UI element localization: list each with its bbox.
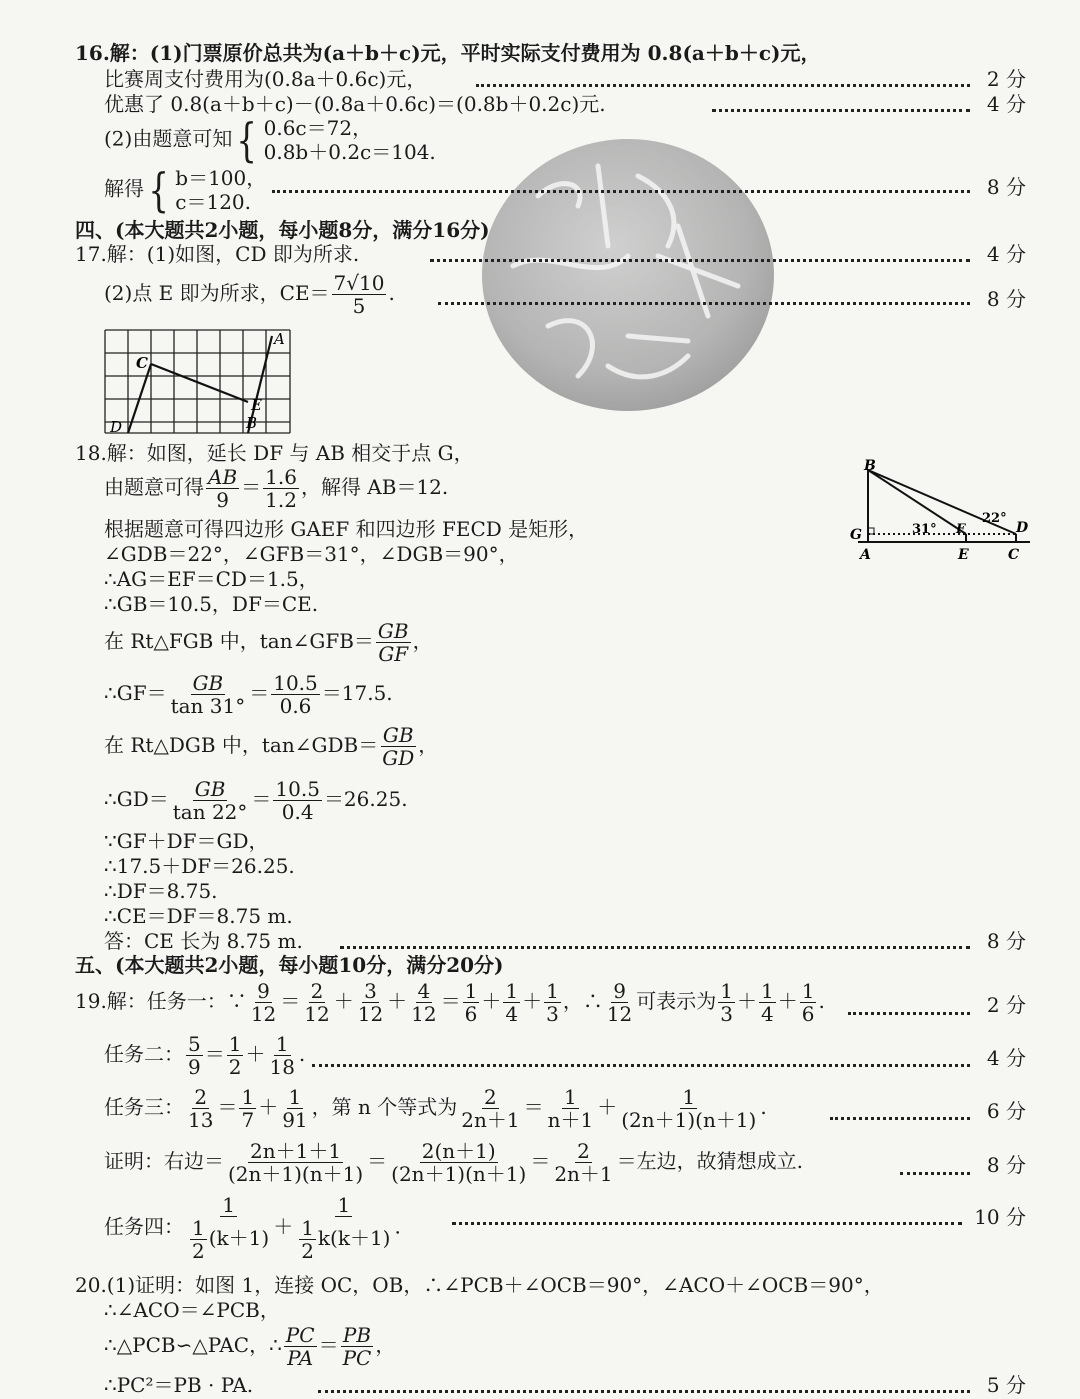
tri-label-d: D [1016,520,1029,536]
dot-leader [452,1222,962,1225]
dot-leader [318,1390,970,1393]
q16-line3: 优惠了 0.8(a＋b＋c)－(0.8a＋0.6c)＝(0.8b＋0.2c)元. [104,92,606,116]
score-17b: 8 分 [986,287,1026,311]
q20-line1: 20.(1)证明：如图 1，连接 OC，OB，∴∠PCB＋∠OCB＝90°，∠ACO＋∠OCB＝90°， [75,1273,884,1297]
tri-angle-31: 31° [912,522,937,537]
grid-label-c: C [136,354,148,372]
q17-line2: (2)点 E 即为所求，CE＝ $\frac{7√10}{5}$ . [104,271,395,318]
q18-line9: 在 Rt△DGB 中，tan∠GDB＝ $\frac{GB}{GD}$ ， [104,723,439,770]
triangle-figure [848,456,1038,566]
q18-line2: 由题意可得 $\frac{AB}{9}$ ＝ $\frac{1.6}{1.2}$ ，解得 AB＝12. [104,465,449,512]
q16-line2: 比赛周支付费用为(0.8a＋0.6c)元， [104,67,427,91]
tri-label-a: A [860,547,871,563]
tri-label-b: B [864,458,876,474]
tri-label-e: E [958,547,969,563]
dot-leader [476,84,970,87]
score-16a: 2 分 [986,67,1026,91]
q18-line14: ∴CE＝DF＝8.75 m. [104,904,293,928]
dot-leader [830,1117,970,1120]
q18-line7: 在 Rt△FGB 中，tan∠GFB＝ $\frac{GB}{GF}$ ， [104,619,433,666]
q19-task4: 任务四： 1 $\frac{1}{2}$ (k＋1) ＋ 1 $\frac{1}{2}$ k(k＋1) . [104,1193,401,1263]
score-19a: 2 分 [986,993,1026,1017]
section-4-heading: 四、(本大题共2小题，每小题8分，满分16分) [75,218,490,242]
q18-line5: ∴AG＝EF＝CD＝1.5， [104,567,319,591]
watermark-seal [478,136,778,414]
grid-label-d: D [110,418,123,436]
score-19d: 8 分 [986,1153,1026,1177]
q18-line11: ∵GF＋DF＝GD， [104,829,269,853]
dot-leader [430,259,970,262]
q19-proof: 证明：右边＝ $\frac{2n+1+1}{(2n+1)(n+1)}$ ＝ $\frac{2(n+1)}{(2n+1)(n+1)}$ ＝ $\frac{2}{2n+1}$ ＝左边，故猜想成立. [104,1139,804,1186]
dot-leader [438,302,970,305]
dot-leader [712,109,970,112]
q18-line3: 根据题意可得四边形 GAEF 和四边形 FECD 是矩形， [104,517,589,541]
dot-leader [340,946,970,949]
section-5-heading: 五、(本大题共2小题，每小题10分，满分20分) [75,953,504,977]
dot-leader [848,1012,970,1015]
dot-leader [272,190,970,193]
q16-line1: 16.解：(1)门票原价总共为(a＋b＋c)元，平时实际支付费用为 0.8(a＋b＋c)元， [75,41,821,65]
q18-line12: ∴17.5＋DF＝26.25. [104,854,295,878]
q18-line1: 18.解：如图，延长 DF 与 AB 相交于点 G， [75,441,474,465]
dot-leader [312,1064,970,1067]
score-17a: 4 分 [986,242,1026,266]
q20-line2: ∴∠ACO＝∠PCB， [104,1298,280,1322]
grid-label-e: E [251,396,262,414]
tri-label-c: C [1008,547,1020,563]
score-19c: 6 分 [986,1099,1026,1123]
q19-task1: 19.解：任务一：∵ $\frac{9}{12}$ ＝ $\frac{2}{12}$ ＋ $\frac{3}{12}$ ＋ $\frac{4}{12}$ ＝ $\frac{1}{6}$ ＋ $\frac{1}{4}$ ＋ $\frac{1}{3}$ ，∴ $\frac{9}{12}$ 可表示为 $\frac{1}{3}$ ＋ $\frac{1}{4}$ ＋ $\frac{1}{6}$ . [75,979,825,1026]
q16-system1: (2)由题意可知 { 0.6c＝72， 0.8b＋0.2c＝104. [104,113,436,167]
q18-line6: ∴GB＝10.5，DF＝CE. [104,592,319,616]
q18-line10: ∴GD＝ $\frac{GB}{\tan 22^\circ}$ ＝ $\frac{10.5}{0.4}$ ＝26.25. [104,777,408,824]
score-16c: 8 分 [986,175,1026,199]
q19-task3: 任务三： $\frac{2}{13}$ ＝ $\frac{1}{7}$ ＋ $\frac{1}{91}$ ，第 n 个等式为 $\frac{2}{2n+1}$ ＝ $\frac{1}{n+1}$ ＋ $\frac{1}{(2n+1)(n+1)}$ . [104,1085,767,1132]
q18-line4: ∠GDB＝22°，∠GFB＝31°，∠DGB＝90°， [104,542,519,566]
score-19e: 10 分 [974,1205,1026,1229]
q19-task2: 任务二： $\frac{5}{9}$ ＝ $\frac{1}{2}$ ＋ $\frac{1}{18}$ . [104,1032,306,1079]
q17-line1: 17.解：(1)如图，CD 即为所求. [75,242,360,266]
score-20: 5 分 [986,1373,1026,1397]
score-18: 8 分 [986,929,1026,953]
q18-line15: 答：CE 长为 8.75 m. [104,929,303,953]
tri-label-f: F [956,522,966,537]
score-19b: 4 分 [986,1046,1026,1070]
score-16b: 4 分 [986,92,1026,116]
tri-angle-22: 22° [982,511,1007,526]
tri-label-g: G [850,527,862,543]
grid-figure [100,326,296,438]
q18-line13: ∴DF＝8.75. [104,879,218,903]
grid-label-a: A [274,330,285,348]
q20-line3: ∴△PCB∽△PAC，∴ $\frac{PC}{PA}$ ＝ $\frac{PB}{PC}$ ， [104,1323,396,1370]
grid-label-b: B [246,414,258,432]
dot-leader [900,1172,970,1175]
q16-system2: 解得 { b＝100， c＝120. [104,163,267,217]
q18-line8: ∴GF＝ $\frac{GB}{\tan 31^\circ}$ ＝ $\frac{10.5}{0.6}$ ＝17.5. [104,671,393,718]
q20-line4: ∴PC²＝PB · PA. [104,1373,254,1397]
